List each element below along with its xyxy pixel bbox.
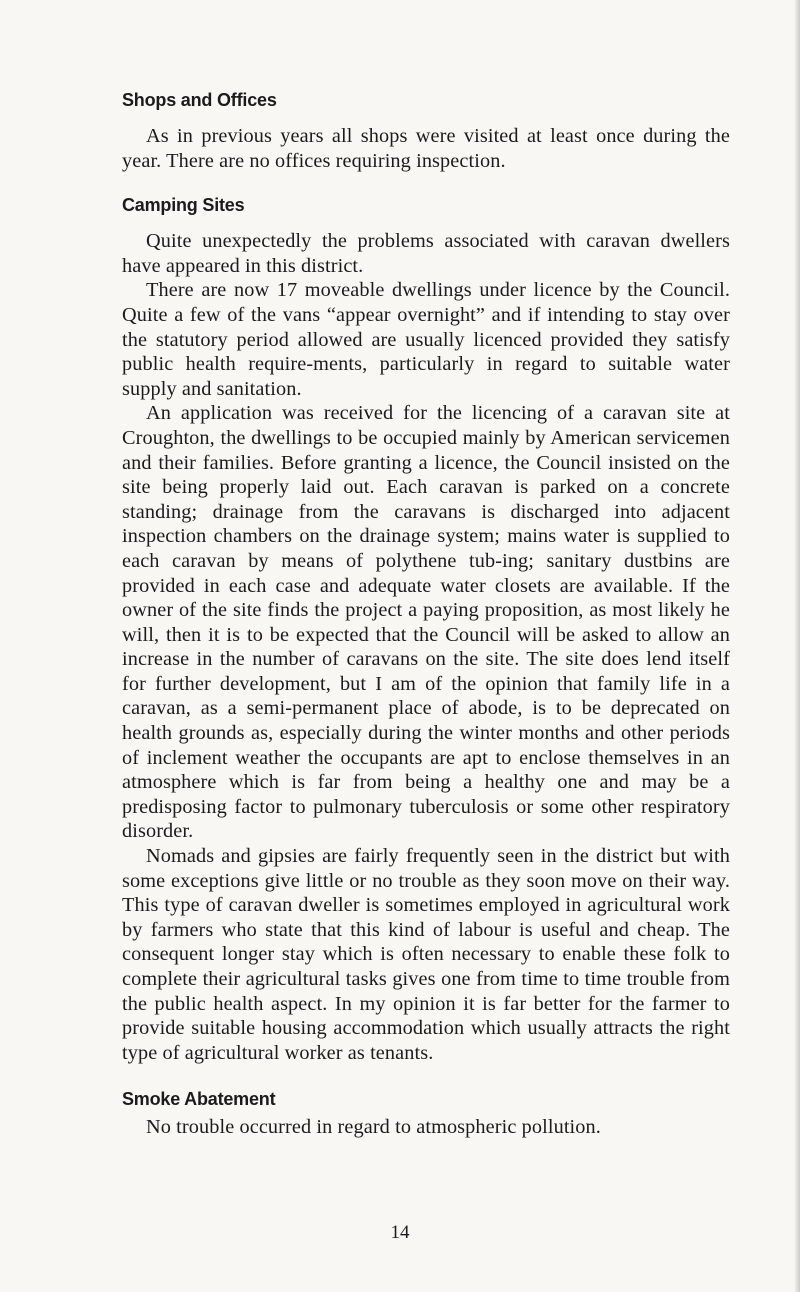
- paragraph: There are now 17 moveable dwellings under licence by the Council. Quite a few of the vans “appear overnight” and if intending to stay over the statutory period allowed are usually licenced provided they satisfy public health require-ments, particularly in regard to suitable water supply and sanitation.: [122, 279, 730, 400]
- page-number: 14: [390, 1222, 410, 1243]
- section-heading: Camping Sites: [122, 195, 245, 216]
- section-heading: Shops and Offices: [122, 90, 277, 110]
- section-shops-and-offices: [122, 88, 730, 173]
- paragraph: No trouble occurred in regard to atmospheric pollution.: [146, 1116, 601, 1139]
- document-page: [122, 88, 730, 1160]
- paragraph: As in previous years all shops were visited at least once during the year. There are no offices requiring inspection.: [122, 125, 730, 172]
- paragraph: An application was received for the licencing of a caravan site at Croughton, the dwellings to be occupied mainly by American servicemen and their families. Before granting a licence, the Council insisted on the site being properly laid out. Each caravan is parked on a concrete standing; drainage from the caravans is discharged into adjacent inspection chambers on the drainage system; mains water is supplied to each caravan by means of polythene tub-ing; sanitary dustbins are provided in each case and adequate water closets are available. If the owner of the site finds the project a paying proposition, as most likely he will, then it is to be expected that the Council will be asked to allow an increase in the number of caravans on the site. The site does lend itself for further development, but I am of the opinion that family life in a caravan, as a semi-permanent place of abode, is to be deprecated on health grounds as, especially during the winter months and other periods of inclement weather the occupants are apt to enclose themselves in an atmosphere which is far from being a healthy one and may be a predisposing factor to pulmonary tuberculosis or some other respiratory disorder.: [122, 402, 730, 843]
- section-camping-sites: [122, 193, 730, 1065]
- page-edge-shadow: [794, 0, 800, 1292]
- section-smoke-abatement: [122, 1087, 730, 1140]
- paragraph: Quite unexpectedly the problems associated with caravan dwellers have appeared in this district.: [122, 230, 730, 277]
- section-heading: Smoke Abatement: [122, 1089, 276, 1110]
- paragraph: Nomads and gipsies are fairly frequently seen in the district but with some exceptions give little or no trouble as they soon move on their way. This type of caravan dweller is sometimes employed in agricultural work by farmers who state that this kind of labour is useful and cheap. The consequent longer stay which is often necessary to enable these folk to complete their agricultural tasks gives one from time to time trouble from the public health aspect. In my opinion it is far better for the farmer to provide suitable housing accommodation which usually attracts the right type of agricultural worker as tenants.: [122, 845, 730, 1064]
